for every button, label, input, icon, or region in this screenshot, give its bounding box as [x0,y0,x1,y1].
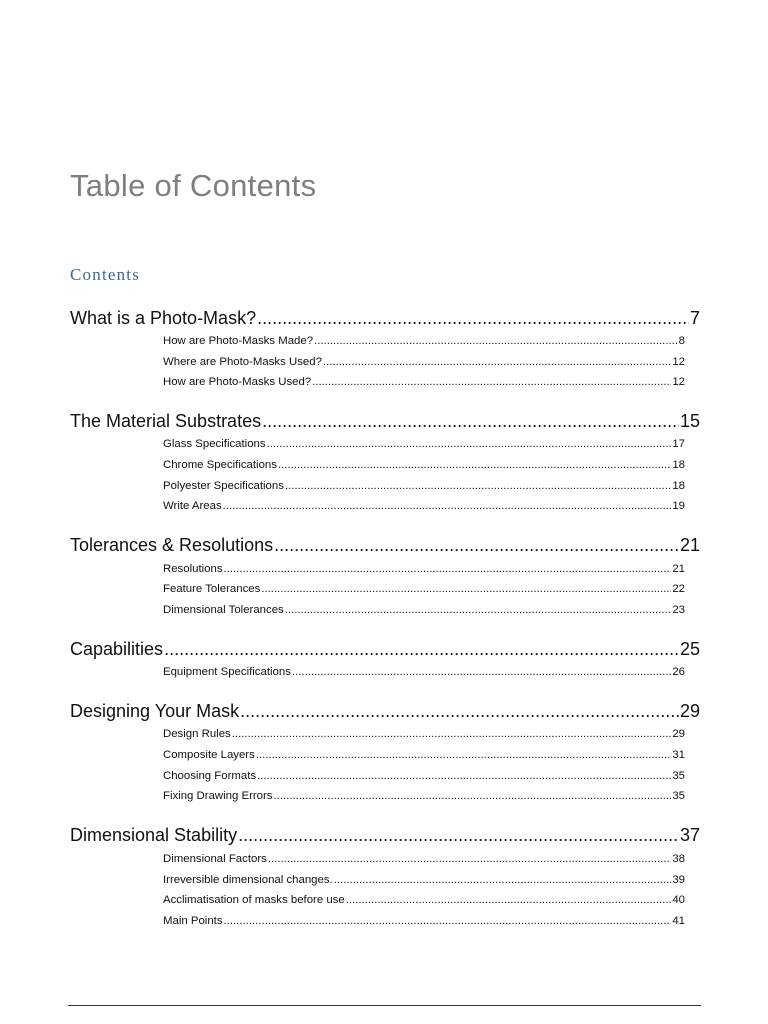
toc-entry-title: Polyester Specifications [163,480,284,492]
toc-entry[interactable] [163,563,685,579]
toc-entry-page: 23 [672,604,685,616]
dot-leader [278,459,671,471]
toc-entry-page: 18 [672,480,685,492]
toc-entry[interactable] [163,915,685,931]
dot-leader [238,825,679,846]
dot-leader [274,790,672,802]
toc-entry-title: Acclimatisation of masks before use [163,894,345,906]
toc-section-tolerances-resolutions[interactable] [70,535,700,561]
toc-entry[interactable] [163,790,685,806]
dot-leader [312,376,671,388]
dot-leader [256,749,672,761]
toc-entry-title: How are Photo-Masks Used? [163,376,312,388]
toc-section-page: 21 [679,535,700,555]
page-title: Table of Contents [70,168,317,203]
toc-entry-page: 17 [672,438,685,450]
dot-leader [323,356,671,368]
toc-entry[interactable] [163,583,685,599]
dot-leader [346,894,672,906]
toc-entry-title: Feature Tolerances [163,583,261,595]
toc-entry-title: How are Photo-Masks Made? [163,335,314,347]
toc-section-designing-your-mask[interactable] [70,701,700,727]
dot-leader [232,728,672,740]
toc-entry-title: Resolutions [163,563,223,575]
toc-entry-title: Glass Specifications [163,438,266,450]
table-of-contents [70,0,700,1024]
toc-entry-page: 38 [672,853,685,865]
toc-entry-page: 31 [672,749,685,761]
toc-entry[interactable] [163,874,685,890]
toc-entry[interactable] [163,356,685,372]
toc-entry[interactable] [163,604,685,620]
toc-entry[interactable] [163,376,685,392]
dot-leader [261,583,671,595]
dot-leader [224,563,672,575]
dot-leader [268,853,672,865]
dot-leader [292,666,671,678]
toc-section-page: 29 [679,701,700,721]
toc-section-what-is-a-photo-mask[interactable] [70,308,700,334]
toc-entry-page: 39 [672,874,685,886]
dot-leader [257,770,671,782]
contents-heading: Contents [70,265,141,284]
dot-leader [285,604,672,616]
dot-leader [334,874,672,886]
dot-leader [223,500,672,512]
toc-entry[interactable] [163,459,685,475]
toc-section-page: 7 [689,308,700,328]
footer-rule [68,1005,701,1006]
toc-entry-page: 21 [672,563,685,575]
dot-leader [314,335,678,347]
dot-leader [164,639,679,660]
toc-entry-title: Dimensional Tolerances [163,604,284,616]
dot-leader [274,535,679,556]
toc-entry[interactable] [163,749,685,765]
toc-entry-page: 22 [672,583,685,595]
toc-entry[interactable] [163,853,685,869]
toc-entry-title: Write Areas [163,500,222,512]
toc-section-page: 37 [679,825,700,845]
toc-section-title: The Material Substrates [70,411,262,431]
toc-entry-page: 35 [672,790,685,802]
toc-entry-title: Where are Photo-Masks Used? [163,356,322,368]
toc-section-title: Dimensional Stability [70,825,238,845]
toc-entry[interactable] [163,770,685,786]
toc-entry-page: 12 [672,356,685,368]
toc-section-page: 15 [679,411,700,431]
toc-entry-title: Main Points [163,915,223,927]
toc-entry-title: Irreversible dimensional changes. [163,874,333,886]
toc-entry[interactable] [163,480,685,496]
toc-entry-title: Composite Layers [163,749,255,761]
toc-entry[interactable] [163,894,685,910]
toc-entry[interactable] [163,335,685,351]
toc-entry-page: 40 [672,894,685,906]
dot-leader [285,480,671,492]
toc-entry-page: 12 [672,376,685,388]
toc-entry[interactable] [163,500,685,516]
toc-entry-title: Chrome Specifications [163,459,277,471]
toc-section-title: Tolerances & Resolutions [70,535,274,555]
toc-entry-page: 29 [672,728,685,740]
dot-leader [224,915,672,927]
toc-entry-title: Equipment Specifications [163,666,291,678]
toc-entry-page: 19 [672,500,685,512]
toc-section-title: What is a Photo-Mask? [70,308,257,328]
toc-section-material-substrates[interactable] [70,411,700,437]
toc-entry-title: Design Rules [163,728,231,740]
toc-section-capabilities[interactable] [70,639,700,665]
toc-section-dimensional-stability[interactable] [70,825,700,851]
toc-section-page: 25 [679,639,700,659]
toc-entry-title: Choosing Formats [163,770,257,782]
toc-entry[interactable] [163,666,685,682]
dot-leader [262,411,679,432]
toc-entry[interactable] [163,438,685,454]
toc-section-title: Designing Your Mask [70,701,240,721]
toc-entry-page: 35 [672,770,685,782]
dot-leader [257,308,689,329]
toc-entry-page: 41 [672,915,685,927]
toc-section-title: Capabilities [70,639,164,659]
toc-entry-page: 8 [678,335,685,347]
dot-leader [240,701,679,722]
toc-entry-page: 26 [672,666,685,678]
toc-entry-page: 18 [672,459,685,471]
toc-entry-title: Dimensional Factors [163,853,267,865]
toc-entry-title: Fixing Drawing Errors [163,790,273,802]
toc-entry[interactable] [163,728,685,744]
dot-leader [267,438,672,450]
